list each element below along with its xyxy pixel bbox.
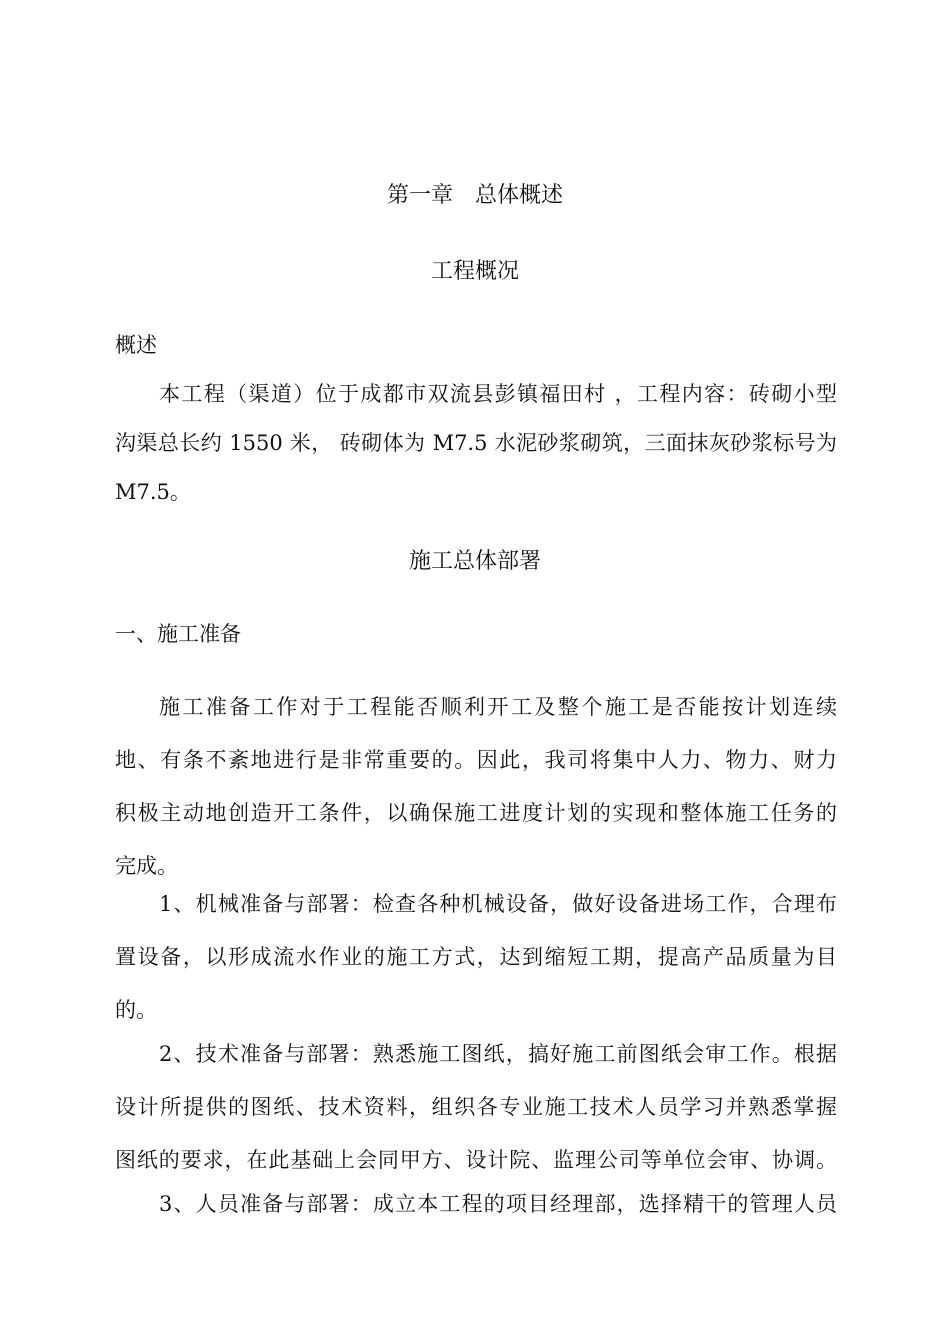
paragraph-line: 沟渠总长约 1550 米， 砖砌体为 M7.5 水泥砂浆砌筑，三面抹灰砂浆标号为 bbox=[115, 431, 837, 455]
overview-paragraph bbox=[115, 370, 837, 517]
paragraph-line: 图纸的要求，在此基础上会同甲方、设计院、监理公司等单位会审、协调。 bbox=[115, 1148, 837, 1172]
paragraph-line: 施工准备工作对于工程能否顺利开工及整个施工是否能按计划连续 bbox=[159, 695, 837, 719]
paragraph-line: 的。 bbox=[115, 998, 157, 1022]
section-title-overview: 工程概况 bbox=[430, 259, 519, 284]
paragraph-line: 积极主动地创造开工条件，以确保施工进度计划的实现和整体施工任务的 bbox=[115, 801, 837, 825]
machinery-item bbox=[115, 878, 837, 1037]
personnel-item bbox=[115, 1178, 837, 1231]
paragraph-line: 完成。 bbox=[115, 854, 178, 878]
chapter-title: 第一章 总体概述 bbox=[386, 183, 563, 208]
paragraph-line: M7.5。 bbox=[115, 480, 191, 504]
paragraph-line: 3、人员准备与部署：成立本工程的项目经理部，选择精干的管理人员 bbox=[159, 1192, 837, 1216]
paragraph-line: 2、技术准备与部署：熟悉施工图纸，搞好施工前图纸会审工作。根据 bbox=[159, 1042, 837, 1066]
paragraph-line: 本工程（渠道）位于成都市双流县彭镇福田村 ，工程内容：砖砌小型 bbox=[159, 382, 837, 406]
overview-label: 概述 bbox=[115, 333, 157, 357]
preparation-heading: 一、施工准备 bbox=[115, 622, 241, 646]
paragraph-line: 设计所提供的图纸、技术资料，组织各专业施工技术人员学习并熟悉掌握 bbox=[115, 1095, 837, 1119]
technical-item bbox=[115, 1028, 837, 1187]
preparation-paragraph bbox=[115, 681, 837, 893]
paragraph-line: 1、机械准备与部署：检查各种机械设备，做好设备进场工作，合理布 bbox=[159, 892, 837, 916]
section-title-deployment: 施工总体部署 bbox=[408, 549, 541, 574]
paragraph-line: 地、有条不紊地进行是非常重要的。因此，我司将集中人力、物力、财力 bbox=[115, 748, 837, 772]
paragraph-line: 置设备，以形成流水作业的施工方式，达到缩短工期，提高产品质量为目 bbox=[115, 945, 837, 969]
